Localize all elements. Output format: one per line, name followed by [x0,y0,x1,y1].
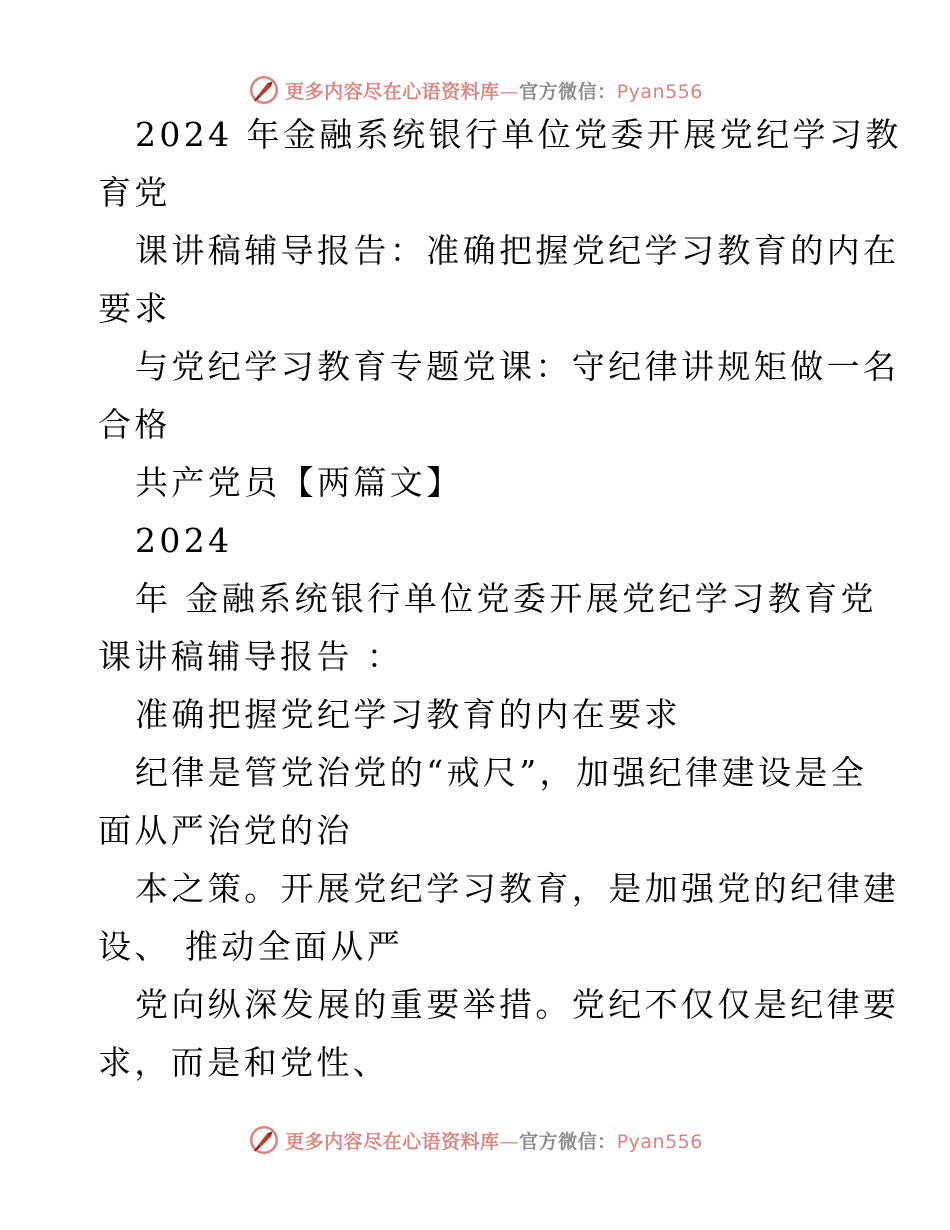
footer-watermark [0,1120,950,1160]
text-line: 合格 [98,405,171,444]
header-watermark [0,70,950,110]
text-line: 课讲稿辅导报告 ： [98,637,404,676]
watermark-wechat-id: Pyan556 [616,80,703,103]
watermark-lead: 更多内容尽在心语资料库 [285,1130,500,1153]
text-line: 党向纵深发展的重要举措。党纪不仅仅是纪律要 [135,985,900,1024]
text-line: 纪律是管党治党的“戒尺”，加强纪律建设是全 [135,753,868,792]
watermark-wechat-id: Pyan556 [616,1130,703,1153]
watermark-lead: 更多内容尽在心语资料库 [285,80,500,103]
text-line: 面从严治党的治 [98,811,353,850]
text-line: 课讲稿辅导报告：准确把握党纪学习教育的内在 [135,231,900,270]
text-line: 2024 年金融系统银行单位党委开展党纪学习教 [135,115,902,154]
watermark-wechat-label: 官方微信： [519,80,617,103]
quill-pen-circle-icon [247,73,281,107]
text-line: 本之策。开展党纪学习教育，是加强党的纪律建 [135,869,900,908]
text-line: 设、 推动全面从严 [98,927,404,966]
document-body [98,115,902,1104]
text-line: 育党 [98,173,171,212]
text-line: 2024 [135,521,233,560]
watermark-text [285,77,703,104]
text-line: 年 金融系统银行单位党委开展党纪学习教育党 [135,579,877,618]
watermark-wechat-label: 官方微信： [519,1130,617,1153]
watermark-dash: — [499,80,520,103]
text-line: 与党纪学习教育专题党课：守纪律讲规矩做一名 [135,347,900,386]
text-line: 要求 [98,289,171,328]
quill-pen-circle-icon [247,1123,281,1157]
text-line: 共产党员【两篇文】 [135,463,463,502]
watermark-text [285,1127,703,1154]
text-line: 求，而是和党性、 [98,1043,390,1082]
watermark-dash: — [499,1130,520,1153]
text-line: 准确把握党纪学习教育的内在要求 [135,695,681,734]
